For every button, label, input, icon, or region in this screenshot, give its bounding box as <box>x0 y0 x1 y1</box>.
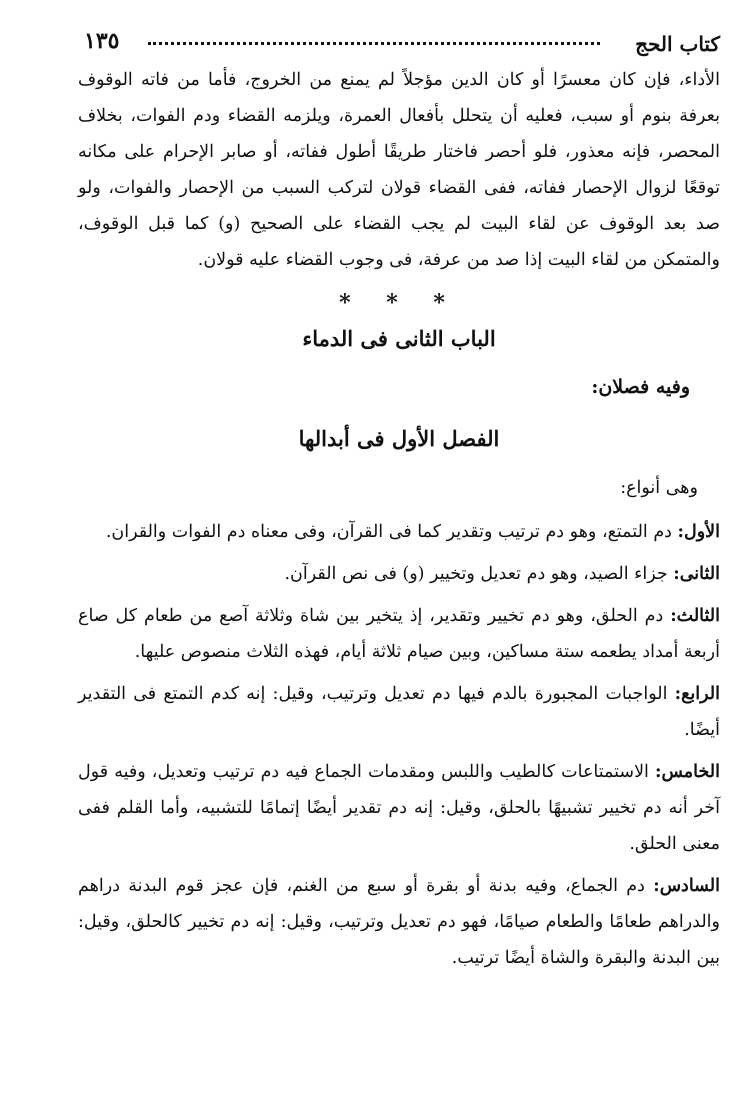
running-header <box>78 28 720 62</box>
item-text: الواجبات المجبورة بالدم فيها دم تعديل وترتيب، وقيل: إنه كدم التمتع فى التقدير أيضًا. <box>78 684 720 740</box>
item-fifth <box>78 754 720 862</box>
types-intro: وهى أنواع: <box>620 478 698 498</box>
chapter-title: الباب الثانى فى الدماء <box>302 326 496 351</box>
item-label: الأول: <box>677 522 720 542</box>
item-first <box>78 514 720 550</box>
section-title: الفصل الأول فى أبدالها <box>298 426 500 451</box>
item-second <box>78 556 720 592</box>
item-text: جزاء الصيد، وهو دم تعديل وتخيير (و) فى نص القرآن. <box>284 564 674 584</box>
intro-paragraph: الأداء، فإن كان معسرًا أو كان الدين مؤجلاً لم يمنع من الخروج، فأما من فاته الوقوف بعرفة بنوم أو سبب، فعليه أن يتحلل بأفعال العمرة، ويلزمه القضاء ودم الفوات، بخلاف المحصر، فإنه معذور، فلو أحصر فاختار طريقًا أطول ففاته، أو صابر الإحرام على مكانه توقعًا لزوال الإحصار ففاته، ففى القضاء قولان لتركب السبب من الإحصار والفوات، ولو صد بعد الوقوف عن لقاء البيت لم يجب القضاء على الصحيح (و) كما قبل الوقوف، والمتمكن من لقاء البيت إذا صد من عرفة، فى وجوب القضاء عليه قولان. <box>78 70 720 270</box>
book-title: كتاب الحج <box>635 32 720 56</box>
section-separator: * * * <box>339 290 459 316</box>
item-sixth <box>78 868 720 976</box>
sections-intro: وفيه فصلان: <box>591 376 690 398</box>
header-leader-dots <box>148 42 600 45</box>
item-label: السادس: <box>653 876 720 896</box>
page <box>78 28 720 976</box>
item-text: الاستمتاعات كالطيب واللبس ومقدمات الجماع فيه دم ترتيب وتعديل، وفيه قول آخر أنه دم تخيير تشبيهًا بالحلق، وقيل: إنه دم تقدير أيضًا إتمامًا للتشبيه، وأما القلم ففى معنى الحلق. <box>78 762 720 854</box>
item-label: الثانى: <box>673 564 720 584</box>
page-number: ١٣٥ <box>84 28 120 54</box>
item-label: الرابع: <box>674 684 720 704</box>
item-text: دم الحلق، وهو دم تخيير وتقدير، إذ يتخير بين شاة وثلاثة آصع من طعام كل صاع أربعة أمداد يطعمه ستة مساكين، وبين صيام ثلاثة أيام، فهذه الثلاث منصوص عليها. <box>78 606 720 662</box>
item-label: الخامس: <box>655 762 720 782</box>
item-text: دم التمتع، وهو دم ترتيب وتقدير كما فى القرآن، وفى معناه دم الفوات والقران. <box>105 522 678 542</box>
item-third <box>78 598 720 670</box>
item-label: الثالث: <box>670 606 720 626</box>
item-text: دم الجماع، وفيه بدنة أو بقرة أو سبع من الغنم، فإن عجز قوم البدنة دراهم والدراهم طعامًا والطعام صيامًا، فهو دم تعديل وترتيب، وقيل: إنه دم تخيير كالحلق، وقيل: بين البدنة والبقرة والشاة أيضًا ترتيب. <box>78 876 720 968</box>
item-fourth <box>78 676 720 748</box>
